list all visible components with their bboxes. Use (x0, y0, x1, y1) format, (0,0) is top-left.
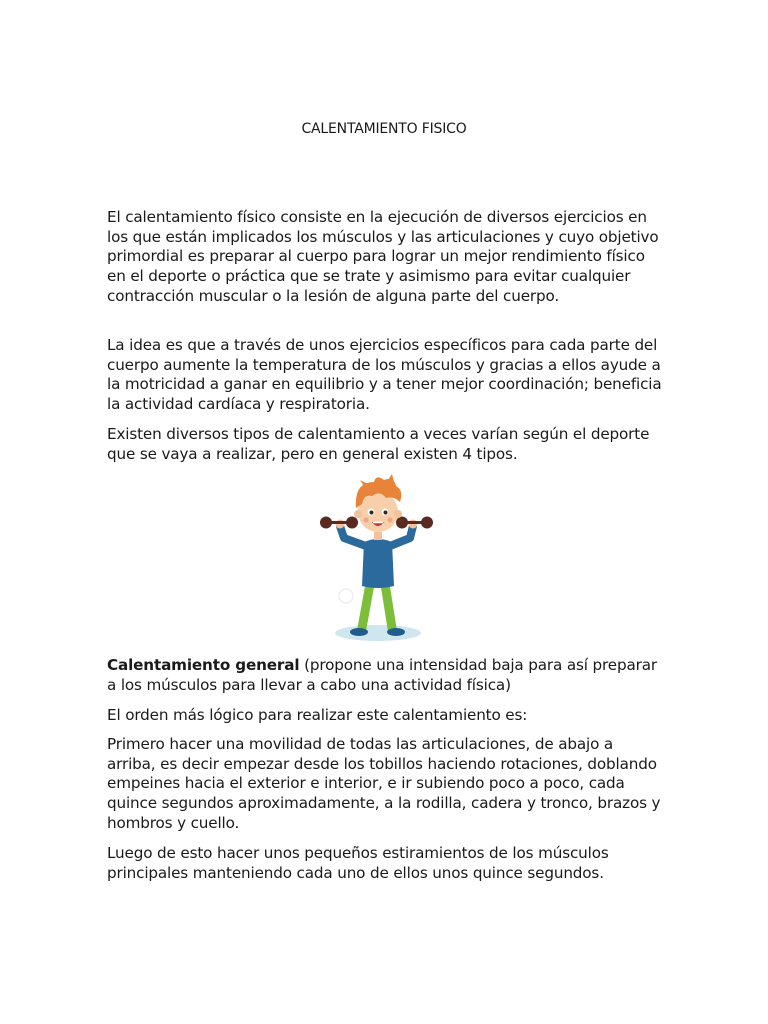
boy-with-dumbbells-illustration (314, 472, 438, 646)
paragraph-text: Existen diversos tipos de calentamiento a veces varían según el deporte que se vaya a realizar, pero en general existen 4 tipos. (107, 425, 650, 463)
paragraph-text: La idea es que a través de unos ejercicios específicos para cada parte del cuerpo aumente la temperatura de los músculos y gracias a ellos ayude a la motricidad a ganar en equilibrio y a tener mejor coordinación; beneficia la actividad cardíaca y respiratoria. (107, 336, 662, 414)
paragraph-text: El calentamiento físico consiste en la ejecución de diversos ejercicios en los que están implicados los músculos y las articulaciones y cuyo objetivo primordial es preparar al cuerpo para lograr un mejor rendimiento físico en el deporte o práctica que se trate y asimismo para evitar cualquier contracción muscular o la lesión de alguna parte del cuerpo. (107, 208, 659, 305)
paragraph-intro (107, 208, 663, 307)
section-heading-description: (propone una intensidad baja para así preparar a los músculos para llevar a cabo una actividad física) (107, 656, 657, 694)
paragraph-idea (107, 336, 663, 415)
paragraph-stretching (107, 844, 663, 883)
paragraph-order (107, 706, 663, 726)
paragraph-text: El orden más lógico para realizar este calentamiento es: (107, 706, 528, 724)
paragraph-text: Luego de esto hacer unos pequeños estiramientos de los músculos principales manteniendo cada uno de ellos unos quince segundos. (107, 844, 609, 882)
paragraph-text (107, 656, 663, 695)
paragraph-text: Primero hacer una movilidad de todas las articulaciones, de abajo a arriba, es decir empezar desde los tobillos haciendo rotaciones, doblando empeines hacia el exterior e interior, e ir subiendo poco a poco, cada quince segundos aproximadamente, a la rodilla, cadera y tronco, brazos y hombros y cuello. (107, 735, 661, 832)
section-heading-bold: Calentamiento general (107, 656, 300, 674)
paragraph-general-warmup (107, 656, 663, 695)
document-title: CALENTAMIENTO FISICO (301, 121, 467, 137)
paragraph-types (107, 425, 663, 464)
paragraph-mobility (107, 735, 663, 834)
